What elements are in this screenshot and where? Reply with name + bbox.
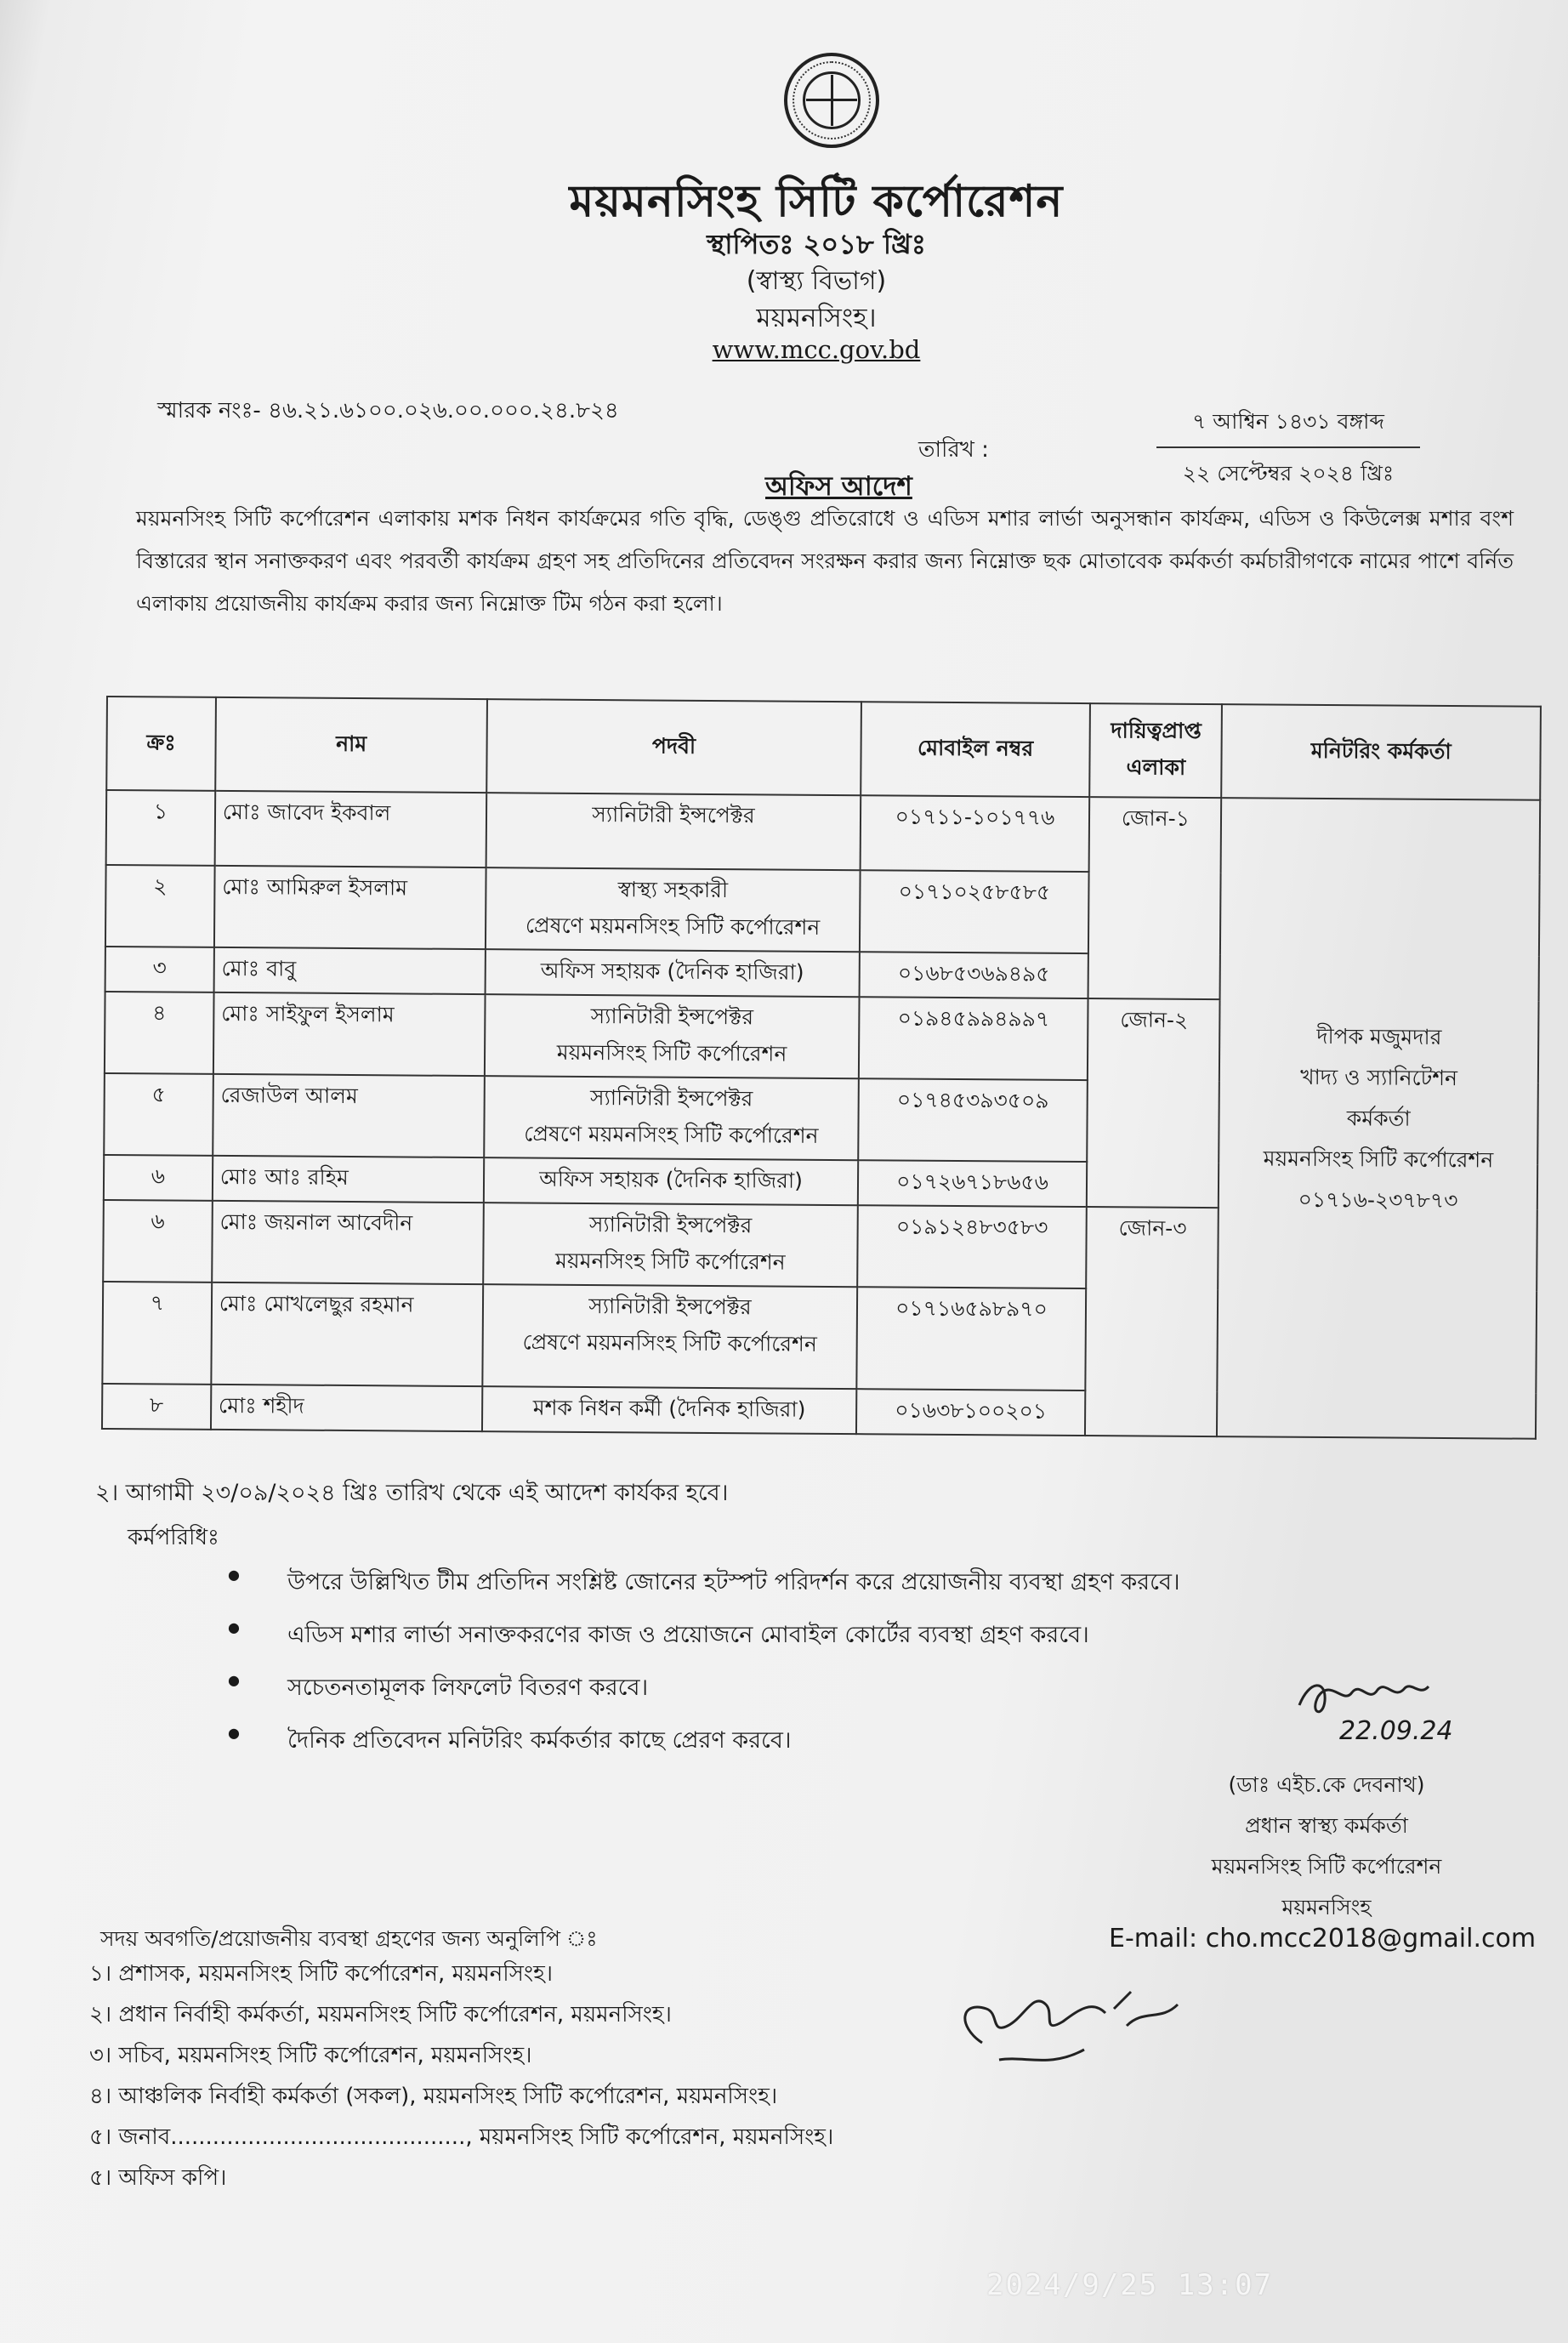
team-table <box>101 696 1542 1440</box>
col-monitor: মনিটরিং কর্মকর্তা <box>1222 704 1541 800</box>
copies-heading: সদয় অবগতি/প্রয়োজনীয় ব্যবস্থা গ্রহণের জন্য অনুলিপি ঃ <box>100 1926 598 1951</box>
cell-designation: অফিস সহায়ক (দৈনিক হাজিরা) <box>484 1157 858 1205</box>
table-header-row <box>106 697 1541 800</box>
city-corporation-seal-icon <box>784 53 879 148</box>
monitor-name: দীপক মজুমদার <box>1316 1023 1442 1049</box>
cell-designation: স্যানিটারী ইন্সপেক্টর ময়মনসিংহ সিটি কর্পোরেশন <box>485 994 859 1078</box>
cell-mobile: ০১৭১০২৫৮৫৮৫ <box>860 870 1090 953</box>
photo-timestamp: 2024/9/25 13:07 <box>986 2268 1274 2302</box>
cell-serial: ১ <box>106 790 215 866</box>
list-item: ১। প্রশাসক, ময়মনসিংহ সিটি কর্পোরেশন, ময়মনসিংহ। <box>89 1961 554 1987</box>
list-item: ৪। আঞ্চলিক নির্বাহী কর্মকর্তা (সকল), ময়মনসিংহ সিটি কর্পোরেশন, ময়মনসিংহ। <box>89 2084 778 2109</box>
col-serial: ক্রঃ <box>106 697 216 791</box>
signer-org: ময়মনসিংহ সিটি কর্পোরেশন <box>1211 1854 1442 1879</box>
department-line: (স্বাস্থ্য বিভাগ) <box>746 266 887 296</box>
monitor-officer-cell <box>1217 798 1540 1439</box>
cell-mobile: ০১৭২৬৭১৮৬৫৬ <box>857 1160 1087 1207</box>
cell-serial: ৮ <box>102 1384 211 1430</box>
cell-mobile: ০১৭১৬৫৯৮৯৭০ <box>856 1287 1087 1390</box>
cell-name: মোঃ বাবু <box>213 947 486 994</box>
cell-serial: ২ <box>105 865 214 947</box>
signer-city: ময়মনসিংহ <box>1281 1895 1372 1919</box>
list-item: ● দৈনিক প্রতিবেদন মনিটরিং কর্মকর্তার কাছে প্রেরণ করবে। <box>228 1723 1180 1776</box>
cell-mobile: ০১৭৪৫৩৯৩৫০৯ <box>858 1078 1088 1162</box>
monitor-role: কর্মকর্তা <box>1346 1105 1411 1131</box>
list-item: ● উপরে উল্লিখিত টীম প্রতিদিন সংশ্লিষ্ট জোনের হটস্পট পরিদর্শন করে প্রয়োজনীয় ব্যবস্থা গ্রহণ করবে। <box>228 1565 1180 1618</box>
cell-mobile: ০১৬৮৫৩৬৯৪৯৫ <box>859 952 1088 998</box>
cell-designation: স্যানিটারী ইন্সপেক্টর প্রেষণে ময়মনসিংহ সিটি কর্পোরেশন <box>485 1076 859 1160</box>
date-block <box>1156 405 1420 493</box>
date-label: তারিখ : <box>918 437 989 463</box>
cell-mobile: ০১৬৩৮১০০২০১ <box>856 1389 1086 1436</box>
date-english: ২২ সেপ্টেম্বর ২০২৪ খ্রিঃ <box>1182 461 1395 486</box>
signature-date: 22.09.24 <box>1339 1716 1453 1746</box>
cell-zone-1: জোন-১ <box>1088 797 1222 999</box>
cell-name: মোঃ জাবেদ ইকবাল <box>214 791 486 867</box>
initial-signature-icon <box>948 1975 1195 2085</box>
cell-designation: স্যানিটারী ইন্সপেক্টর <box>486 793 861 870</box>
cell-name: মোঃ আমিরুল ইসলাম <box>214 866 486 949</box>
memo-number: স্মারক নংঃ- ৪৬.২১.৬১০০.০২৬.০০.০০০.২৪.৮২৪ <box>157 398 619 424</box>
cell-serial: ৩ <box>105 947 214 992</box>
col-designation: পদবী <box>487 699 861 795</box>
cell-name: মোঃ মোখলেছুর রহমান <box>211 1282 483 1386</box>
signer-name: (ডাঃ এইচ.কে দেবনাথ) <box>1228 1772 1425 1797</box>
list-item: ● এডিস মশার লার্ভা সনাক্তকরণের কাজ ও প্রয়োজনে মোবাইল কোর্টের ব্যবস্থা গ্রহণ করবে। <box>228 1618 1180 1670</box>
cell-name: মোঃ জয়নাল আবেদীন <box>212 1201 484 1284</box>
cell-designation: স্যানিটারী ইন্সপেক্টর ময়মনসিংহ সিটি কর্পোরেশন <box>484 1203 858 1287</box>
list-item: ৩। সচিব, ময়মনসিংহ সিটি কর্পোরেশন, ময়মনসিংহ। <box>89 2043 532 2068</box>
copies-list <box>89 1956 833 2201</box>
cell-designation: স্বাস্থ্য সহকারী প্রেষণে ময়মনসিংহ সিটি কর্পোরেশন <box>486 867 860 952</box>
effective-date-note: ২। আগামী ২৩/০৯/২০২৪ খ্রিঃ তারিখ থেকে এই আদেশ কার্যকর হবে। <box>95 1480 729 1506</box>
org-title: ময়মনসিংহ সিটি কর্পোরেশন <box>569 175 1064 227</box>
list-item: ৫। জনাব.........................................., ময়মনসিংহ সিটি কর্পোরেশন, ময়মনসিংহ। <box>89 2124 834 2150</box>
cell-serial: ৬ <box>103 1200 212 1282</box>
monitor-phone: ০১৭১৬-২৩৭৮৭৩ <box>1298 1186 1458 1213</box>
cell-mobile: ০১৯৪৫৯৯৪৯৯৭ <box>858 997 1088 1080</box>
cell-zone-2: জোন-২ <box>1087 998 1220 1208</box>
cell-zone-3: জোন-৩ <box>1085 1207 1219 1436</box>
cell-designation: স্যানিটারী ইন্সপেক্টর প্রেষণে ময়মনসিংহ সিটি কর্পোরেশন <box>483 1284 857 1389</box>
cell-mobile: ০১৯১২৪৮৩৫৮৩ <box>857 1205 1088 1288</box>
cell-serial: ৪ <box>105 992 213 1074</box>
city-line: ময়মনসিংহ। <box>756 303 877 333</box>
date-bangla: ৭ আশ্বিন ১৪৩১ বঙ্গাব্দ <box>1156 405 1420 448</box>
order-title: অফিস আদেশ <box>765 471 912 502</box>
cell-designation: মশক নিধন কর্মী (দৈনিক হাজিরা) <box>482 1386 856 1434</box>
signer-email: E-mail: cho.mcc2018@gmail.com <box>1109 1924 1537 1953</box>
col-name: নাম <box>215 697 487 793</box>
monitor-title: খাদ্য ও স্যানিটেশন <box>1300 1064 1458 1090</box>
cell-name: মোঃ সাইফুল ইসলাম <box>213 992 486 1076</box>
intro-paragraph: ময়মনসিংহ সিটি কর্পোরেশন এলাকায় মশক নিধন কার্যক্রমের গতি বৃদ্ধি, ডেঙ্গু প্রতিরোধে ও এডিস মশার লার্ভা অনুসন্ধান কার্যক্রম, এডিস ও কিউলেক্স মশার বংশ বিস্তারের স্থান সনাক্তকরণ এবং পরবর্তী কার্যক্রম গ্রহণ সহ প্রতিদিনের প্রতিবেদন সংরক্ষন করার জন্য নিম্নোক্ত ছক মোতাবেক কর্মকর্তা কর্মচারীগণকে নামের পাশে বর্নিত এলাকায় প্রয়োজনীয় কার্যক্রম করার জন্য নিম্নোক্ত টিম গঠন করা হলো। <box>136 506 1514 616</box>
cell-name: রেজাউল আলম <box>213 1074 485 1157</box>
website-link[interactable]: www.mcc.gov.bd <box>712 335 921 364</box>
table-row <box>106 790 1541 875</box>
signer-block <box>1173 1765 1480 1928</box>
list-item: ৫। অফিস কপি। <box>89 2165 227 2191</box>
cell-designation: অফিস সহায়ক (দৈনিক হাজিরা) <box>486 949 860 997</box>
col-area: দায়িত্বপ্রাপ্ত এলাকা <box>1090 703 1223 798</box>
col-mobile: মোবাইল নম্বর <box>861 702 1091 797</box>
list-item: ● সচেতনতামূলক লিফলেট বিতরণ করবে। <box>228 1670 1180 1723</box>
list-item: ২। প্রধান নির্বাহী কর্মকর্তা, ময়মনসিংহ সিটি কর্পোরেশন, ময়মনসিংহ। <box>89 2002 672 2027</box>
cell-name: মোঃ শহীদ <box>211 1385 483 1431</box>
established-line: স্থাপিতঃ ২০১৮ খ্রিঃ <box>707 228 926 260</box>
cell-mobile: ০১৭১১-১০১৭৭৬ <box>860 795 1089 872</box>
cell-serial: ৬ <box>104 1155 213 1201</box>
monitor-org: ময়মনসিংহ সিটি কর্পোরেশন <box>1263 1146 1494 1172</box>
signer-title: প্রধান স্বাস্থ্য কর্মকর্তা <box>1245 1813 1408 1838</box>
cell-serial: ৫ <box>104 1073 213 1156</box>
duties-list <box>228 1565 1180 1776</box>
cell-serial: ৭ <box>102 1282 212 1385</box>
cell-name: মোঃ আঃ রহিম <box>213 1156 485 1203</box>
duties-heading: কর্মপরিধিঃ <box>128 1525 219 1550</box>
